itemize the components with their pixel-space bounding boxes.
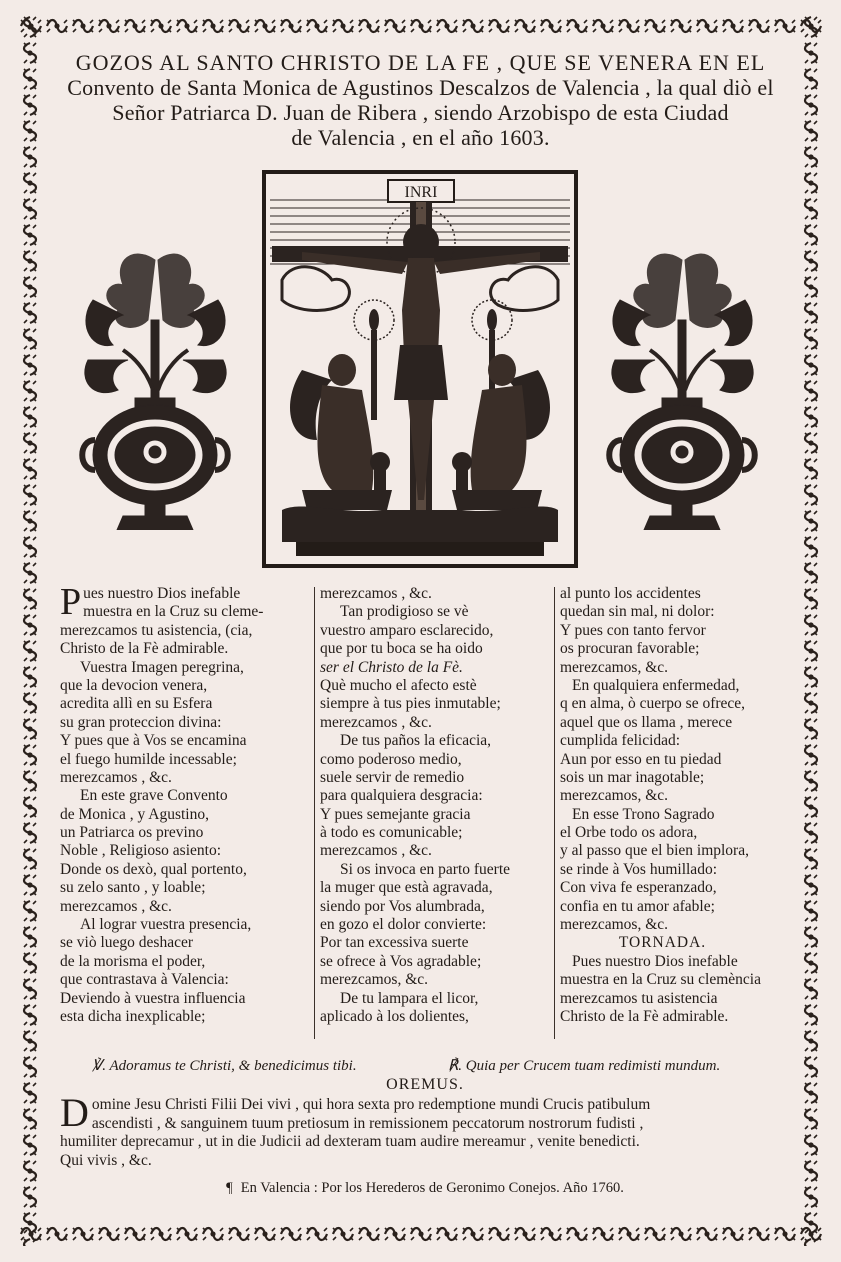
verse-line: ues nuestro Dios inefable	[83, 585, 241, 602]
verse-column-2	[320, 585, 555, 1026]
verse-line: Deviendo à vuestra influencia	[60, 989, 246, 1007]
ornamental-border-right	[799, 14, 823, 1246]
verse-line: Y pues con tanto fervor	[560, 621, 706, 639]
imprint-text: En Valencia : Por los Herederos de Geronimo Conejos. Año 1760.	[240, 1180, 624, 1196]
verse-line: que la devocion venera,	[60, 676, 208, 694]
page-title	[50, 50, 791, 150]
verse-line: como poderoso medio,	[320, 750, 462, 768]
verse-line: merezcamos , &c.	[60, 897, 172, 915]
verse-line: la muger que està agravada,	[320, 879, 493, 897]
versicle-text: ℣. Adoramus te Christi, & benedicimus tibi.	[92, 1058, 357, 1074]
inri-inscription: INRI	[404, 184, 438, 201]
verse-line: En qualquiera enfermedad,	[572, 676, 740, 694]
verse-line: esta dicha inexplicable;	[60, 1007, 206, 1025]
verse-line: Noble , Religioso asiento:	[60, 842, 222, 860]
ornamental-border-left	[18, 14, 42, 1246]
verse-line: aplicado à los dolientes,	[320, 1007, 469, 1025]
verse-line: merezcamos , &c.	[60, 768, 172, 786]
drop-cap-p: P	[60, 581, 82, 623]
verse-line: Christo de la Fè admirable.	[560, 1007, 729, 1025]
verse-line: merezcamos, &c.	[320, 971, 429, 989]
verse-line: de Monica , y Agustino,	[60, 805, 209, 823]
verse-line: merezcamos , &c.	[320, 842, 432, 860]
crucifixion-woodcut-illustration	[262, 170, 578, 568]
title-line-3: Señor Patriarca D. Juan de Ribera , siendo Arzobispo de esta Ciudad	[112, 100, 729, 125]
verse-line: En esse Trono Sagrado	[572, 805, 715, 823]
response-text: ℟. Quia per Crucem tuam redimisti mundum.	[448, 1058, 721, 1074]
verse-line: Al lograr vuestra presencia,	[80, 916, 252, 934]
verse-line: Por tan excessiva suerte	[320, 934, 469, 952]
verse-line: para qualquiera desgracia:	[320, 787, 483, 805]
column-rule	[554, 587, 555, 1039]
prayer-line: ascendisti , & sanguinem tuum pretiosum in remissionem peccatorum nostrorum fudisti ,	[91, 1114, 644, 1132]
verse-line: Y pues semejante gracia	[320, 805, 471, 823]
verse-line: al punto los accidentes	[560, 585, 701, 602]
verse-line: Què mucho el afecto estè	[320, 676, 477, 694]
verse-line: Vuestra Imagen peregrina,	[80, 658, 244, 676]
verse-line: os procuran favorable;	[560, 640, 700, 658]
verse-line: en gozo el dolor convierte:	[320, 916, 487, 934]
verse-line: el Orbe todo os adora,	[560, 824, 698, 842]
verse-line: un Patriarca os previno	[60, 824, 204, 842]
verse-line: Tan prodigioso se vè	[340, 603, 469, 621]
verse-line: siempre à tus pies inmutable;	[320, 695, 501, 713]
verse-line: En este grave Convento	[80, 787, 228, 805]
flower-vase-left-illustration	[73, 240, 238, 530]
ornamental-border-bottom	[18, 1222, 823, 1246]
verse-line: el fuego humilde incessable;	[60, 750, 237, 768]
verse-line: que contrastava à Valencia:	[60, 971, 229, 989]
verse-line: à todo es comunicable;	[320, 824, 463, 842]
ornamental-border-top	[18, 14, 823, 38]
verse-line: se ofrece à Vos agradable;	[320, 952, 482, 970]
verse-line: acredita allì en su Esfera	[60, 695, 213, 713]
paragraph-mark-icon: ¶	[226, 1180, 233, 1196]
prayer-line: omine Jesu Christi Filii Dei vivi , qui hora sexta pro redemptione mundi Crucis patibulum	[91, 1096, 651, 1113]
flower-vase-right-illustration	[600, 240, 765, 530]
verse-line: merezcamos, &c.	[560, 916, 669, 934]
verse-line: Donde os dexò, qual portento,	[60, 860, 247, 878]
verse-line: siendo por Vos alumbrada,	[320, 897, 485, 915]
title-line-2: Convento de Santa Monica de Agustinos Descalzos de Valencia , la qual diò el	[67, 75, 774, 100]
verse-line: merezcamos , &c.	[320, 585, 432, 602]
verse-line: Pues nuestro Dios inefable	[572, 952, 738, 970]
verse-line: y al passo que el bien implora,	[560, 842, 749, 860]
oremus-prayer	[60, 1090, 790, 1170]
verse-line: De tu lampara el licor,	[340, 989, 479, 1007]
verse-line: ser el Christo de la Fè.	[320, 658, 463, 676]
oremus-heading: OREMUS.	[386, 1076, 464, 1093]
verse-line: su zelo santo , y loable;	[60, 879, 206, 897]
verse-line: merezcamos , &c.	[320, 713, 432, 731]
verse-line: merezcamos tu asistencia, (cia,	[60, 621, 253, 639]
verse-line: muestra en la Cruz su clemència	[560, 971, 761, 989]
verse-line: vuestro amparo esclarecido,	[320, 621, 494, 639]
verse-line: sois un mar inagotable;	[560, 768, 705, 786]
verse-column-1	[60, 581, 290, 1026]
verse-line: confia en tu amor afable;	[560, 897, 715, 915]
title-line-4: de Valencia , en el año 1603.	[291, 125, 550, 150]
verse-line: Si os invoca en parto fuerte	[340, 860, 511, 878]
verse-line: quedan sin mal, ni dolor:	[560, 603, 715, 621]
verse-column-3	[560, 585, 795, 1026]
prayer-line: humiliter deprecamur , ut in die Judicii ad dexteram tuam audire mereamur , venite benedicti.	[60, 1133, 640, 1150]
gozos-verses	[60, 581, 790, 1045]
verse-line: De tus paños la eficacia,	[340, 732, 492, 750]
verse-line: merezcamos, &c.	[560, 787, 669, 805]
tornada-heading: TORNADA.	[618, 934, 707, 952]
verse-line: Christo de la Fè admirable.	[60, 640, 229, 658]
verse-line: Aun por esso en tu piedad	[560, 750, 722, 768]
verse-line: se rinde à Vos humillado:	[560, 860, 717, 878]
prayer-line: Qui vivis , &c.	[60, 1151, 152, 1169]
verse-line: se viò luego deshacer	[60, 934, 193, 952]
verse-line: Y pues que à Vos se encamina	[60, 732, 247, 750]
verse-line: q en alma, ò cuerpo se ofrece,	[560, 695, 746, 713]
drop-cap-d: D	[60, 1090, 89, 1135]
verse-line: aquel que os llama , merece	[560, 713, 733, 731]
verse-line: que por tu boca se ha oido	[320, 640, 483, 658]
verse-line: merezcamos tu asistencia	[560, 989, 718, 1007]
title-line-1: GOZOS AL SANTO CHRISTO DE LA FE , QUE SE VENERA EN EL	[75, 50, 766, 75]
verse-line: Con viva fe esperanzado,	[560, 879, 717, 897]
verse-line: suele servir de remedio	[320, 768, 465, 786]
verse-line: merezcamos, &c.	[560, 658, 669, 676]
verse-line: de la morisma el poder,	[60, 952, 206, 970]
verse-line: su gran proteccion divina:	[60, 713, 222, 731]
printer-imprint	[60, 1180, 790, 1197]
verse-line: muestra en la Cruz su cleme-	[83, 603, 264, 621]
verse-line: cumplida felicidad:	[560, 732, 681, 750]
column-rule	[314, 587, 315, 1039]
